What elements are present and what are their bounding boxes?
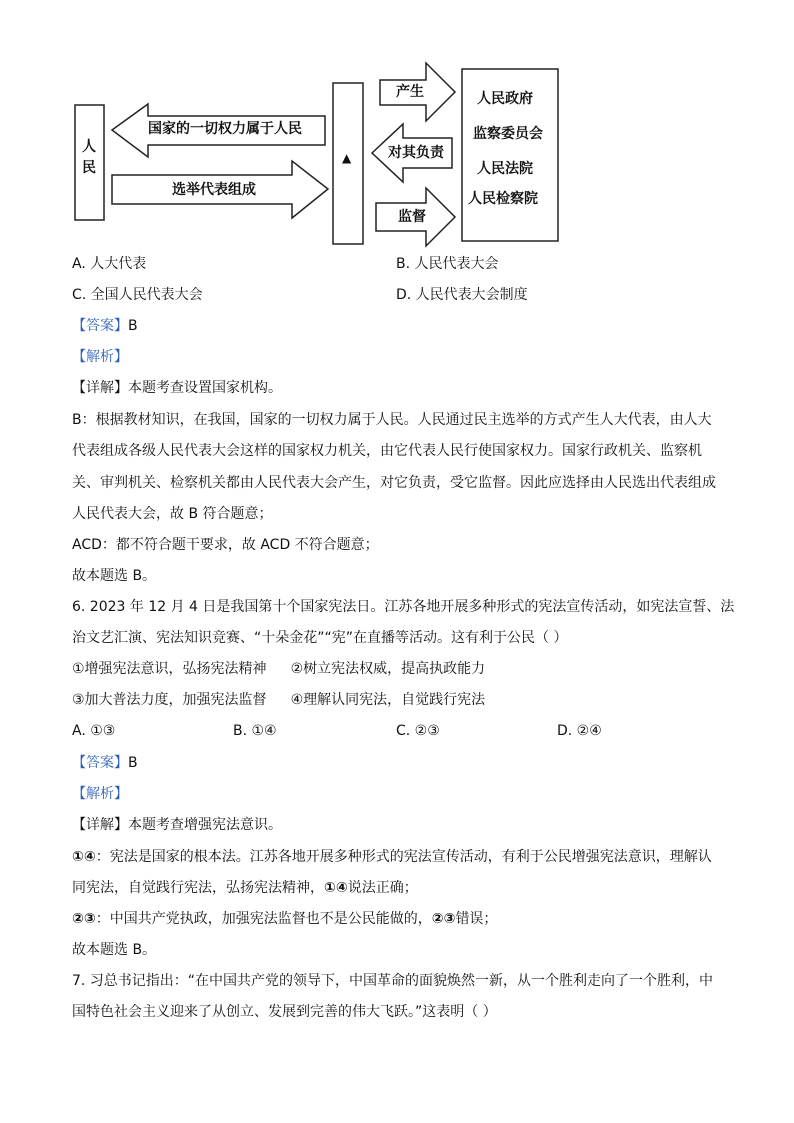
people-label-1: 人 bbox=[82, 139, 96, 155]
supervise-label: 监督 bbox=[398, 209, 426, 225]
statement-ref: ①④ bbox=[72, 849, 96, 865]
q6-statements-row-2 bbox=[72, 693, 485, 707]
statement-2: ②树立宪法权威，提高执政能力 bbox=[290, 661, 486, 677]
statement-ref: ②③ bbox=[431, 911, 456, 927]
explanation-text: ：中国共产党执政，加强宪法监督也不是公民能做的， bbox=[95, 911, 432, 927]
q7-stem-line-1: 7. 习总书记指出：“在中国共产党的领导下，中国革命的面貌焕然一新，从一个胜利走向了一个胜利，中 bbox=[72, 973, 714, 989]
q6-answer bbox=[72, 756, 138, 770]
answer-tag: 【答案】 bbox=[72, 755, 128, 771]
responsible-label: 对其负责 bbox=[388, 145, 444, 161]
q5-option-b: B. 人民代表大会 bbox=[396, 256, 499, 272]
q6-detail bbox=[72, 818, 282, 832]
answer-tag: 【答案】 bbox=[72, 318, 128, 334]
diagram-shapes bbox=[70, 58, 570, 250]
q6-conclusion: 故本题选 B。 bbox=[72, 942, 157, 958]
explanation-text: 错误； bbox=[455, 911, 498, 927]
organ-government: 人民政府 bbox=[477, 91, 533, 107]
q5-answer bbox=[72, 319, 138, 333]
q6-option-c: C. ②③ bbox=[396, 723, 440, 739]
q5-explanation-line: 代表组成各级人民代表大会这样的国家权力机关，由它代表人民行使国家权力。国家行政机关、监察机 bbox=[72, 443, 702, 459]
detail-tag: 【详解】 bbox=[72, 380, 128, 396]
explanation-text: 同宪法，自觉践行宪法，弘扬宪法精神， bbox=[72, 880, 324, 896]
q5-option-a: A. 人大代表 bbox=[72, 256, 147, 272]
analysis-tag: 【解析】 bbox=[72, 786, 128, 802]
q6-stem-line-2: 治文艺汇演、宪法知识竞赛、“十朵金花”“宪”在直播等活动。这有利于公民（ ） bbox=[72, 630, 568, 646]
q6-explanation-line-2 bbox=[72, 881, 418, 895]
q6-option-d: D. ②④ bbox=[557, 723, 602, 739]
power-arrow-label: 国家的一切权力属于人民 bbox=[148, 121, 302, 137]
elect-arrow-label: 选举代表组成 bbox=[172, 182, 256, 198]
q5-option-d: D. 人民代表大会制度 bbox=[396, 287, 528, 303]
q5-conclusion: 故本题选 B。 bbox=[72, 568, 157, 584]
statement-1: ①增强宪法意识，弘扬宪法精神 bbox=[72, 661, 267, 677]
q6-explanation-line-3 bbox=[72, 912, 497, 926]
answer-value: B bbox=[128, 755, 138, 771]
explanation-text: ：宪法是国家的根本法。江苏各地开展多种形式的宪法宣传活动，有利于公民增强宪法意识，理解认 bbox=[95, 849, 712, 865]
q5-explanation-line: B：根据教材知识，在我国，国家的一切权力属于人民。人民通过民主选举的方式产生人大代表，由人大 bbox=[72, 412, 712, 428]
analysis-tag: 【解析】 bbox=[72, 349, 128, 365]
q7-stem-line-2: 国特色社会主义迎来了从创立、发展到完善的伟大飞跃。”这表明（ ） bbox=[72, 1004, 497, 1020]
q6-explanation-line-1 bbox=[72, 850, 712, 864]
q5-analysis-tag bbox=[72, 350, 128, 364]
government-structure-diagram bbox=[70, 58, 570, 250]
detail-tag: 【详解】 bbox=[72, 817, 128, 833]
organ-supervisory: 监察委员会 bbox=[473, 126, 543, 142]
explanation-text: 说法正确； bbox=[347, 880, 418, 896]
q5-detail bbox=[72, 381, 282, 395]
answer-value: B bbox=[128, 318, 138, 334]
statement-ref: ①④ bbox=[324, 880, 348, 896]
q6-option-a: A. ①③ bbox=[72, 723, 116, 739]
q5-explanation-line: ACD：都不符合题干要求，故 ACD 不符合题意； bbox=[72, 537, 379, 553]
q5-explanation-line: 人民代表大会，故 B 符合题意； bbox=[72, 506, 273, 522]
center-mark: ▲ bbox=[342, 151, 352, 165]
people-label-2: 民 bbox=[82, 160, 96, 176]
q6-stem-line-1: 6. 2023 年 12 月 4 日是我国第十个国家宪法日。江苏各地开展多种形式的宪法宣传活动，如宪法宣誓、法 bbox=[72, 599, 735, 615]
q5-option-c: C. 全国人民代表大会 bbox=[72, 287, 203, 303]
statement-4: ④理解认同宪法，自觉践行宪法 bbox=[290, 692, 486, 708]
statement-3: ③加大普法力度，加强宪法监督 bbox=[72, 692, 267, 708]
q6-analysis-tag bbox=[72, 787, 128, 801]
organ-procuratorate: 人民检察院 bbox=[468, 191, 538, 207]
detail-text: 本题考查设置国家机构。 bbox=[128, 380, 282, 396]
produce-label: 产生 bbox=[396, 84, 424, 100]
q6-statements-row-1 bbox=[72, 662, 485, 676]
statement-ref: ②③ bbox=[72, 911, 96, 927]
q5-explanation-line: 关、审判机关、检察机关都由人民代表大会产生，对它负责，受它监督。因此应选择由人民选出代表组成 bbox=[72, 475, 716, 491]
q6-option-b: B. ①④ bbox=[233, 723, 277, 739]
detail-text: 本题考查增强宪法意识。 bbox=[128, 817, 282, 833]
organ-court: 人民法院 bbox=[477, 161, 533, 177]
